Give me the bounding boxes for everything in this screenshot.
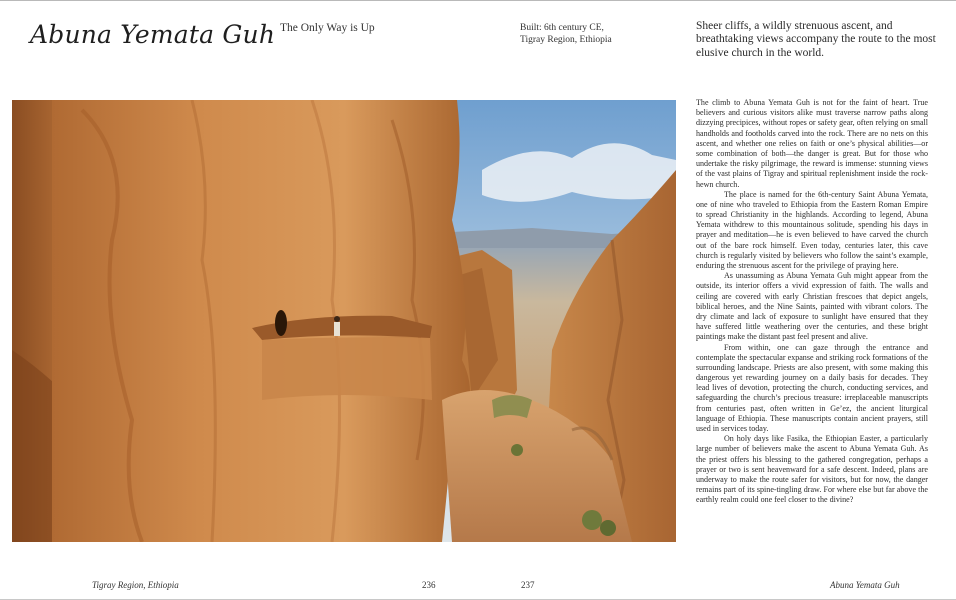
article-body (696, 98, 928, 506)
body-paragraph: As unassuming as Abuna Yemata Guh might appear from the outside, its interior offers a vivid expression of faith. The walls and ceiling are covered with early Christian frescoes that depict angels, biblical heroes, and the Nine Saints, painted with vibrant colors. The dry climate and lack of exposure to sunlight have ensured that they have suffered little weathering over the centuries, and these bright paintings make the distant past feel present and alive. (696, 271, 928, 342)
page-subtitle: The Only Way is Up (280, 22, 375, 34)
footer-location: Tigray Region, Ethiopia (92, 580, 179, 590)
page-number-right: 237 (521, 580, 535, 590)
footer-title: Abuna Yemata Guh (830, 580, 900, 590)
page-number-left: 236 (422, 580, 436, 590)
built-location: Tigray Region, Ethiopia (520, 35, 612, 45)
body-paragraph: From within, one can gaze through the entrance and contemplate the spectacular expanse and striking rock formations of the surrounding landscape. Priests are also present, with some making this dangerous yet rewarding journey on a daily basis for decades. They lead lives of devotion, protecting the church, conducting services, and safeguarding the church’s precious treasure: irreplaceable manuscripts from centuries past, often written in Ge’ez, the ancient liturgical language of Ethiopia. These manuscripts contain ancient prayers, still used in services today. (696, 342, 928, 433)
body-paragraph: On holy days like Fasika, the Ethiopian Easter, a particularly large number of believers make the ascent to Abuna Yemata Guh. As the priest offers his blessing to the gathered congregation, perhaps a prayer or two is sent heavenward for a safe descent. Indeed, plans are underway to make the route safer for visitors, but for now, the danger remains part of its spine-tingling draw. For where else but far above the earthly realm could one feel closer to the divine? (696, 434, 928, 505)
intro-paragraph: Sheer cliffs, a wildly strenuous ascent, and breathtaking views accompany the route to the most elusive church in the world. (696, 20, 936, 59)
cave-opening (275, 310, 287, 336)
body-paragraph: The place is named for the 6th-century Saint Abuna Yemata, one of nine who traveled to Ethiopia from the Eastern Roman Empire to spread Christianity in the highlands. According to legend, Abuna Yemata withdrew to this mountainous solitude, spending his days in prayer and meditation—he is even believed to have carved the church out of the bare rock himself. Even today, centuries later, this cave church is regularly visited by believers who follow the saint’s example, enduring the strenuous ascent for the privilege of praying here. (696, 189, 928, 270)
built-info (520, 22, 612, 46)
page-title: Abuna Yemata Guh (30, 20, 276, 49)
top-border (0, 0, 956, 1)
body-paragraph: The climb to Abuna Yemata Guh is not for the faint of heart. True believers and curious visitors alike must traverse narrow paths along dizzying precipices, without ropes or safety gear, often relying on small handholds and footholds carved into the rock. There are no nets on this ascent, and whether one relies on faith or one’s physical abilities—or some combination of both—the danger is great. But for those who undertake the risky pilgrimage, the reward is immense: stunning views of the vast plains of Tigray and spiritual replenishment inside the rock-hewn church. (696, 98, 928, 189)
built-date: Built: 6th century CE, (520, 23, 604, 33)
cliff-photo (12, 100, 676, 542)
